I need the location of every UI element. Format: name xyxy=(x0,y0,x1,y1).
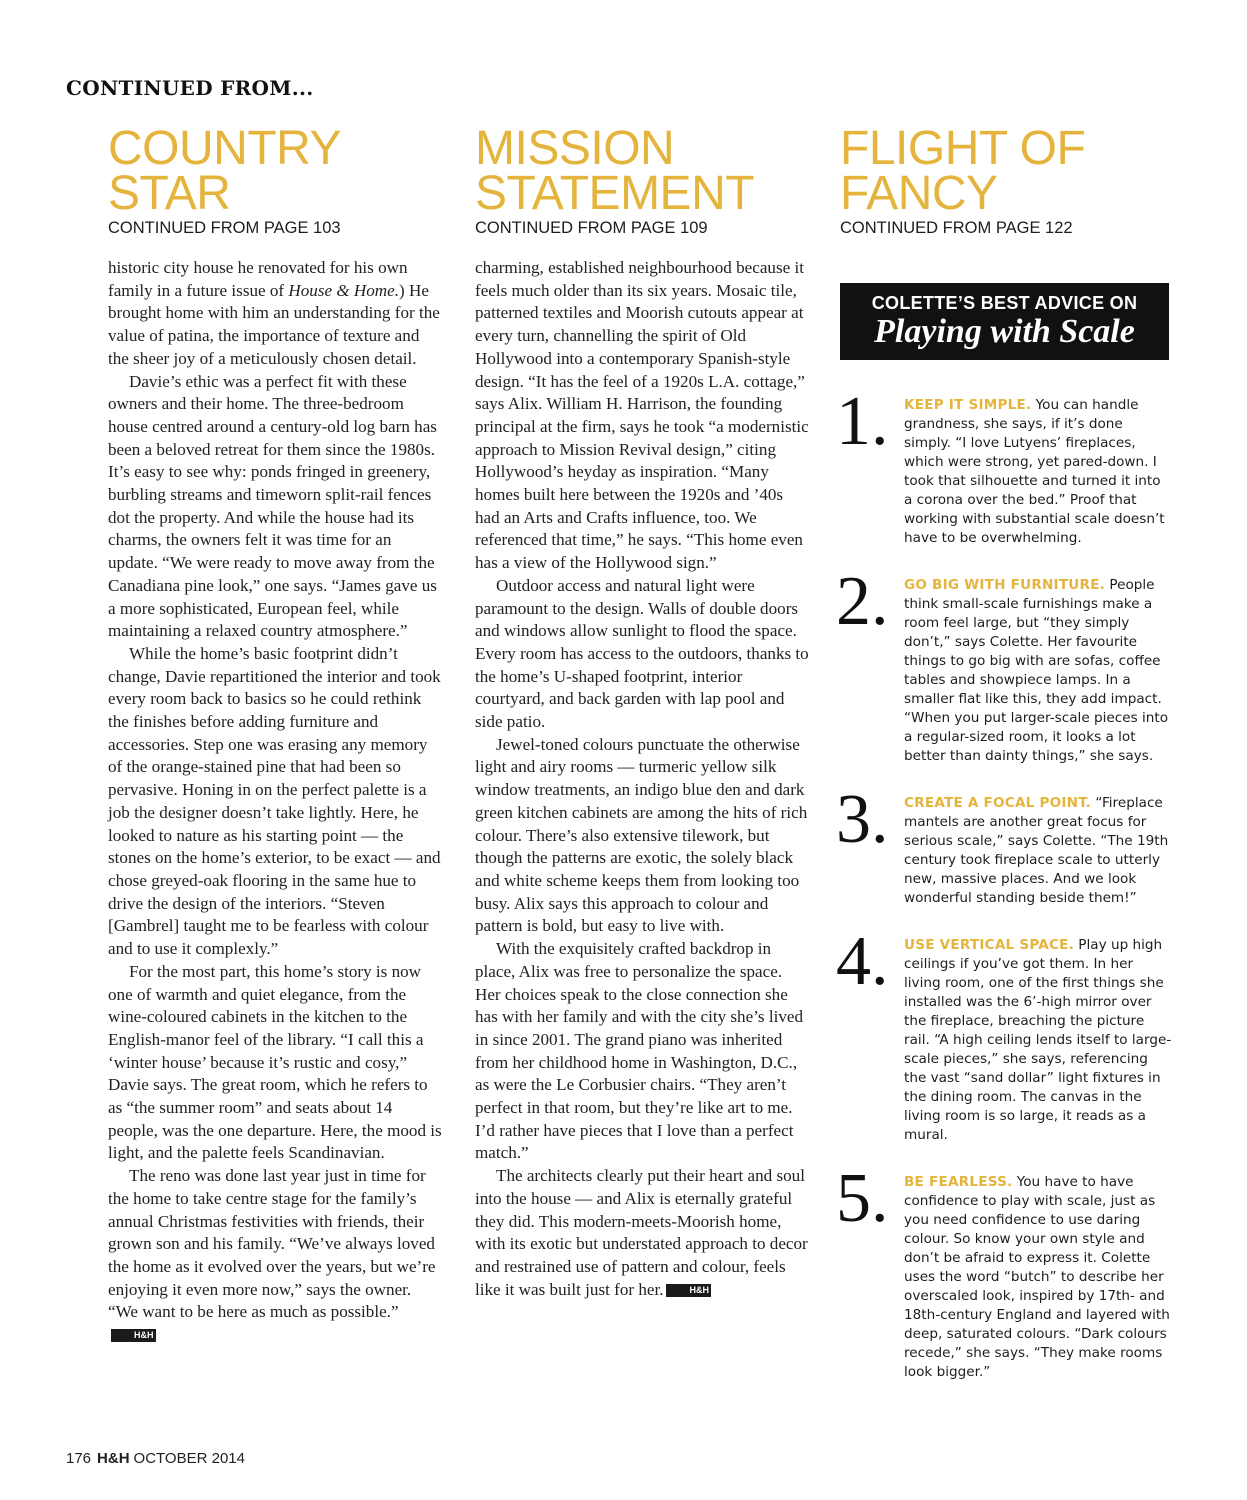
paragraph: While the home’s basic footprint didn’t change, Davie repartitioned the interior and took every room back to basics so he could rethink the finishes before adding furniture and accessories. Step one was erasing any memory of the orange-stained pine that had been so pervasive. Honing in on the perfect palette is a job the designer doesn’t take lightly. Here, he looked to nature as his starting point — the stones on the home’s exterior, to be exact — and chose greyed-oak flooring in the same hue to drive the design of the interiors. “Steven [Gambrel] taught me to be fearless with colour and to use it complexly.” xyxy=(108,643,441,959)
continued-from-109: CONTINUED FROM PAGE 109 xyxy=(475,219,708,237)
paragraph: For the most part, this home’s story is now one of warmth and quiet elegance, from the wine-coloured cabinets in the kitchen to the English-manor feel of the library. “I call this a ‘winter house’ because it’s rustic and cosy,” Davie says. The great room, which he refers to as “the summer room” and seats about 14 people, was the one departure. Here, the mood is light, and the palette feels Scandinavian. xyxy=(108,961,442,1163)
article-mission-statement xyxy=(475,122,811,1301)
tip-number: 3. xyxy=(836,781,889,858)
paragraph: With the exquisitely crafted backdrop in place, Alix was free to personalize the space. Her choices speak to the close connection she has with her family and with the city she’s lived in since 2001. The grand piano was inherited from her childhood home in Washington, D.C., as were the Le Corbusier chairs. “They aren’t perfect in that room, but they’re like art to me. I’d rather have pieces that I love than a perfect match.” xyxy=(475,939,804,1163)
tip-heading: USE VERTICAL SPACE. xyxy=(904,937,1074,953)
headline-flight-of-fancy: FLIGHT OF FANCY xyxy=(840,122,1086,220)
tip-body: You can handle grandness, she says, if it’s done simply. “I love Lutyens’ fireplaces, which were strong, yet pared-down. I took that silhouette and turned it into a corona over the bed.” Proof that working with substantial scale doesn’t have to be overwhelming. xyxy=(904,397,1165,546)
article-flight-of-fancy xyxy=(836,122,1172,1410)
headline-mission-statement: MISSION STATEMENT xyxy=(475,122,755,220)
tip-heading: GO BIG WITH FURNITURE. xyxy=(904,577,1106,593)
italic-publication-name: House & Home. xyxy=(288,280,400,300)
advice-title-box xyxy=(840,283,1169,360)
tip-number: 5. xyxy=(836,1160,889,1237)
paragraph: Davie’s ethic was a perfect fit with these owners and their home. The three-bedroom house centred around a century-old log barn has been a beloved retreat for them since the 1980s. It’s easy to see why: ponds fringed in greenery, burbling streams and timeworn split-rail fences dot the property. And while the house had its charms, the owners felt it was time for an update. “We were ready to move away from the Canadiana pine look,” one says. “James gave us a more sophisticated, European feel, while maintaining a relaxed country atmosphere.” xyxy=(108,371,437,641)
tip-body: People think small-scale furnishings make a room feel large, but “they simply don’t,” says Colette. Her favourite things to go big with are sofas, coffee tables and showpiece lamps. In a smaller flat like this, they add impact. “When you put larger-scale pieces into a regular-sized room, it looks a lot better than dainty things,” she says. xyxy=(904,577,1169,764)
page-folio xyxy=(66,1450,245,1467)
tip-text xyxy=(904,396,1172,548)
article-country-star xyxy=(108,122,444,1347)
tip-text xyxy=(904,1173,1172,1382)
paragraph xyxy=(108,1165,444,1347)
tip-text xyxy=(904,576,1172,766)
tip-item xyxy=(836,563,1172,766)
advice-subtitle: COLETTE’S BEST ADVICE ON xyxy=(871,293,1138,313)
tip-number: 1. xyxy=(836,383,889,460)
continued-from-122: CONTINUED FROM PAGE 122 xyxy=(840,219,1073,237)
page-number: 176 xyxy=(66,1450,92,1467)
tip-item xyxy=(836,383,1172,548)
magazine-brand: H&H xyxy=(97,1450,130,1467)
continued-from-103: CONTINUED FROM PAGE 103 xyxy=(108,219,341,237)
tip-text xyxy=(904,936,1172,1145)
tips-list xyxy=(836,383,1172,1382)
tip-heading: CREATE A FOCAL POINT. xyxy=(904,795,1091,811)
end-mark-icon: H&H xyxy=(666,1284,711,1297)
advice-title: Playing with Scale xyxy=(874,313,1135,350)
section-kicker: CONTINUED FROM... xyxy=(66,76,314,100)
issue-date: OCTOBER 2014 xyxy=(133,1450,245,1467)
tip-body: You have to have confidence to play with scale, just as you need confidence to use daring colour. So know your own style and don’t be afraid to express it. Colette uses the word “butch” to describe her overscaled look, inspired by 17th- and 18th-century England and layered with deep, saturated colours. “Dark colours recede,” she says. “They make rooms look bigger.” xyxy=(904,1174,1170,1380)
tip-text xyxy=(904,794,1172,908)
paragraph: Outdoor access and natural light were paramount to the design. Walls of double doors and windows allow sunlight to flood the space. Every room has access to the outdoors, thanks to the home’s U-shaped footprint, interior courtyard, and back garden with lap pool and side patio. xyxy=(475,575,809,732)
paragraph: Jewel-toned colours punctuate the otherwise light and airy rooms — turmeric yellow silk window treatments, an indigo blue den and dark green kitchen cabinets are among the hits of rich colour. There’s also extensive tilework, but though the patterns are exotic, the solely black and white scheme keeps them from looking too busy. Alix says this approach to colour and pattern is bold, but easy to live with. xyxy=(475,734,808,936)
body-country-star xyxy=(108,257,444,1347)
tip-number: 4. xyxy=(836,923,889,1000)
text-run: The reno was done last year just in time for the home to take centre stage for the family’s annual Christmas festivities with friends, their grown son and his family. “We’ve always loved the home as it evolved over the years, but we’re enjoying it even more now,” says the owner. “We want to be here as much as possible.” xyxy=(108,1166,436,1322)
paragraph xyxy=(108,257,444,371)
tip-item xyxy=(836,1160,1172,1382)
tip-heading: KEEP IT SIMPLE. xyxy=(904,397,1032,413)
text-run: The architects clearly put their heart and soul into the house — and Alix is eternally grateful they did. This modern-meets-Moorish home, with its exotic but understated approach to decor and restrained use of pattern and colour, feels like it was built just for her. xyxy=(475,1166,808,1299)
end-mark-icon: H&H xyxy=(111,1329,156,1342)
text-run: historic city house he renovated for his own family in a future issue of xyxy=(108,258,408,300)
text-run: ) He brought home with him an understanding for the value of patina, the importance of texture and the sheer joy of a meticulously chosen detail. xyxy=(108,280,440,368)
tip-body: Play up high ceilings if you’ve got them. In her living room, one of the first things she installed was the 6’-high mirror over the fireplace, breaching the picture rail. “A high ceiling lends itself to large-scale pieces,” she says, referencing the vast “sand dollar” light fixtures in the dining room. The canvas in the living room is so large, it reads as a mural. xyxy=(904,937,1172,1143)
tip-body: “Fireplace mantels are another great focus for serious scale,” says Colette. “The 19th century took fireplace scale to utterly new, massive places. And we look wonderful standing beside them!” xyxy=(904,795,1169,906)
tip-item xyxy=(836,781,1172,908)
paragraph: charming, established neighbourhood because it feels much older than its six years. Mosaic tile, patterned textiles and Moorish cutouts appear at every turn, channelling the spirit of Old Hollywood into a contemporary Spanish-style design. “It has the feel of a 1920s L.A. cottage,” says Alix. William H. Harrison, the founding principal at the firm, says he took “a modernistic approach to Mission Revival design,” citing Hollywood’s heyday as inspiration. “Many homes built here between the 1920s and ’40s had an Arts and Crafts influence, too. We referenced that time,” he says. “This home even has a view of the Hollywood sign.” xyxy=(475,258,809,573)
tip-heading: BE FEARLESS. xyxy=(904,1174,1013,1190)
tip-item xyxy=(836,923,1172,1145)
tip-number: 2. xyxy=(836,563,889,640)
headline-country-star: COUNTRY STAR xyxy=(108,122,341,220)
body-mission-statement xyxy=(475,257,811,1301)
paragraph xyxy=(475,1165,811,1301)
